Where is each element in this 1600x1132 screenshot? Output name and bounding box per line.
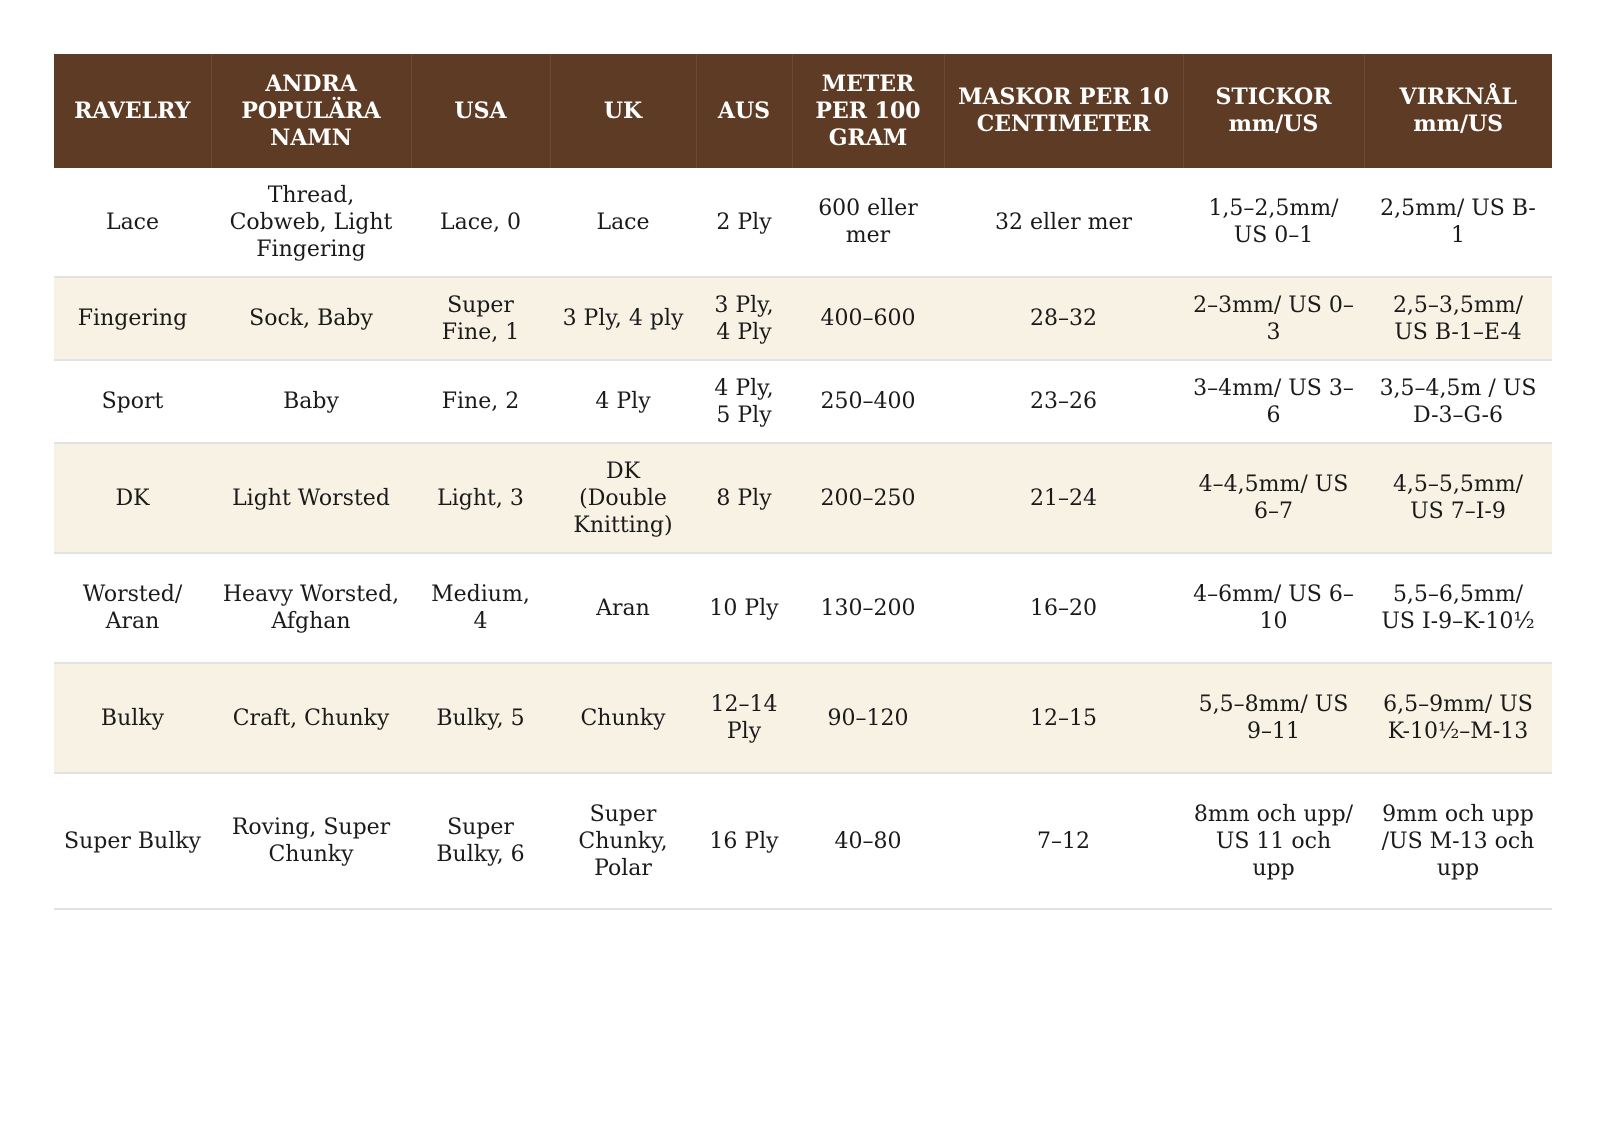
table-cell: Chunky [550,663,696,773]
table-row [54,553,1552,663]
header-row [54,54,1552,168]
table-cell: 16 Ply [696,773,792,909]
column-header-stitches: MASKOR PER 10 CENTIMETER [944,54,1183,168]
table-body [54,168,1552,909]
table-cell: 1,5–2,5mm/ US 0–1 [1183,168,1364,277]
table-cell: 5,5–8mm/ US 9–11 [1183,663,1364,773]
column-header-other-names: ANDRA POPULÄRA NAMN [211,54,411,168]
table-cell: 3 Ply, 4 Ply [696,277,792,360]
table-cell: 21–24 [944,443,1183,553]
table-cell: 90–120 [792,663,944,773]
column-header-usa: USA [411,54,550,168]
table-cell: Super Bulky [54,773,211,909]
table-cell: Light Worsted [211,443,411,553]
table-cell: Lace [54,168,211,277]
table-cell: 10 Ply [696,553,792,663]
table-cell: 7–12 [944,773,1183,909]
table-cell: 600 eller mer [792,168,944,277]
table-cell: Sock, Baby [211,277,411,360]
table-cell: Light, 3 [411,443,550,553]
table-cell: Super Fine, 1 [411,277,550,360]
table-cell: DK (Double Knitting) [550,443,696,553]
table-cell: 23–26 [944,360,1183,443]
table-cell: 28–32 [944,277,1183,360]
table-cell: 4 Ply, 5 Ply [696,360,792,443]
table-cell: Baby [211,360,411,443]
table-cell: Craft, Chunky [211,663,411,773]
table-cell: Fine, 2 [411,360,550,443]
table-cell: 4,5–5,5mm/ US 7–I-9 [1364,443,1552,553]
table-cell: 2,5–3,5mm/ US B-1–E-4 [1364,277,1552,360]
table-cell: 6,5–9mm/ US K-10½–M-13 [1364,663,1552,773]
table-cell: 16–20 [944,553,1183,663]
table-cell: 4–4,5mm/ US 6–7 [1183,443,1364,553]
table-cell: 130–200 [792,553,944,663]
table-row [54,773,1552,909]
table-cell: 12–15 [944,663,1183,773]
column-header-ravelry: RAVELRY [54,54,211,168]
table-cell: DK [54,443,211,553]
table-cell: 3 Ply, 4 ply [550,277,696,360]
table-cell: 3,5–4,5m / US D-3–G-6 [1364,360,1552,443]
table-cell: 2,5mm/ US B-1 [1364,168,1552,277]
table-cell: 40–80 [792,773,944,909]
table-cell: 8 Ply [696,443,792,553]
table-cell: Bulky [54,663,211,773]
table-row [54,443,1552,553]
table-cell: Aran [550,553,696,663]
table-cell: 4–6mm/ US 6–10 [1183,553,1364,663]
column-header-crochet-hook: VIRKNÅL mm/US [1364,54,1552,168]
table-cell: 3–4mm/ US 3–6 [1183,360,1364,443]
table-cell: 250–400 [792,360,944,443]
table-cell: 2 Ply [696,168,792,277]
column-header-uk: UK [550,54,696,168]
table-row [54,168,1552,277]
table-cell: Bulky, 5 [411,663,550,773]
table-row [54,277,1552,360]
table-cell: Lace [550,168,696,277]
table-cell: 400–600 [792,277,944,360]
table-row [54,360,1552,443]
table-cell: 5,5–6,5mm/ US I-9–K-10½ [1364,553,1552,663]
table-row [54,663,1552,773]
column-header-aus: AUS [696,54,792,168]
table-cell: 12–14 Ply [696,663,792,773]
table-cell: 200–250 [792,443,944,553]
table-cell: Super Chunky, Polar [550,773,696,909]
table-cell: 32 eller mer [944,168,1183,277]
table-cell: Medium, 4 [411,553,550,663]
table-cell: Fingering [54,277,211,360]
table-cell: 2–3mm/ US 0–3 [1183,277,1364,360]
table-cell: Heavy Worsted, Afghan [211,553,411,663]
table-header [54,54,1552,168]
column-header-needles: STICKOR mm/US [1183,54,1364,168]
table-cell: 9mm och upp /US M-13 och upp [1364,773,1552,909]
table-cell: 4 Ply [550,360,696,443]
yarn-weight-table [54,54,1552,910]
table-cell: 8mm och upp/ US 11 och upp [1183,773,1364,909]
table-cell: Worsted/ Aran [54,553,211,663]
table-cell: Thread, Cobweb, Light Fingering [211,168,411,277]
table-cell: Sport [54,360,211,443]
column-header-meters: METER PER 100 GRAM [792,54,944,168]
table-cell: Super Bulky, 6 [411,773,550,909]
table-cell: Lace, 0 [411,168,550,277]
table-cell: Roving, Super Chunky [211,773,411,909]
